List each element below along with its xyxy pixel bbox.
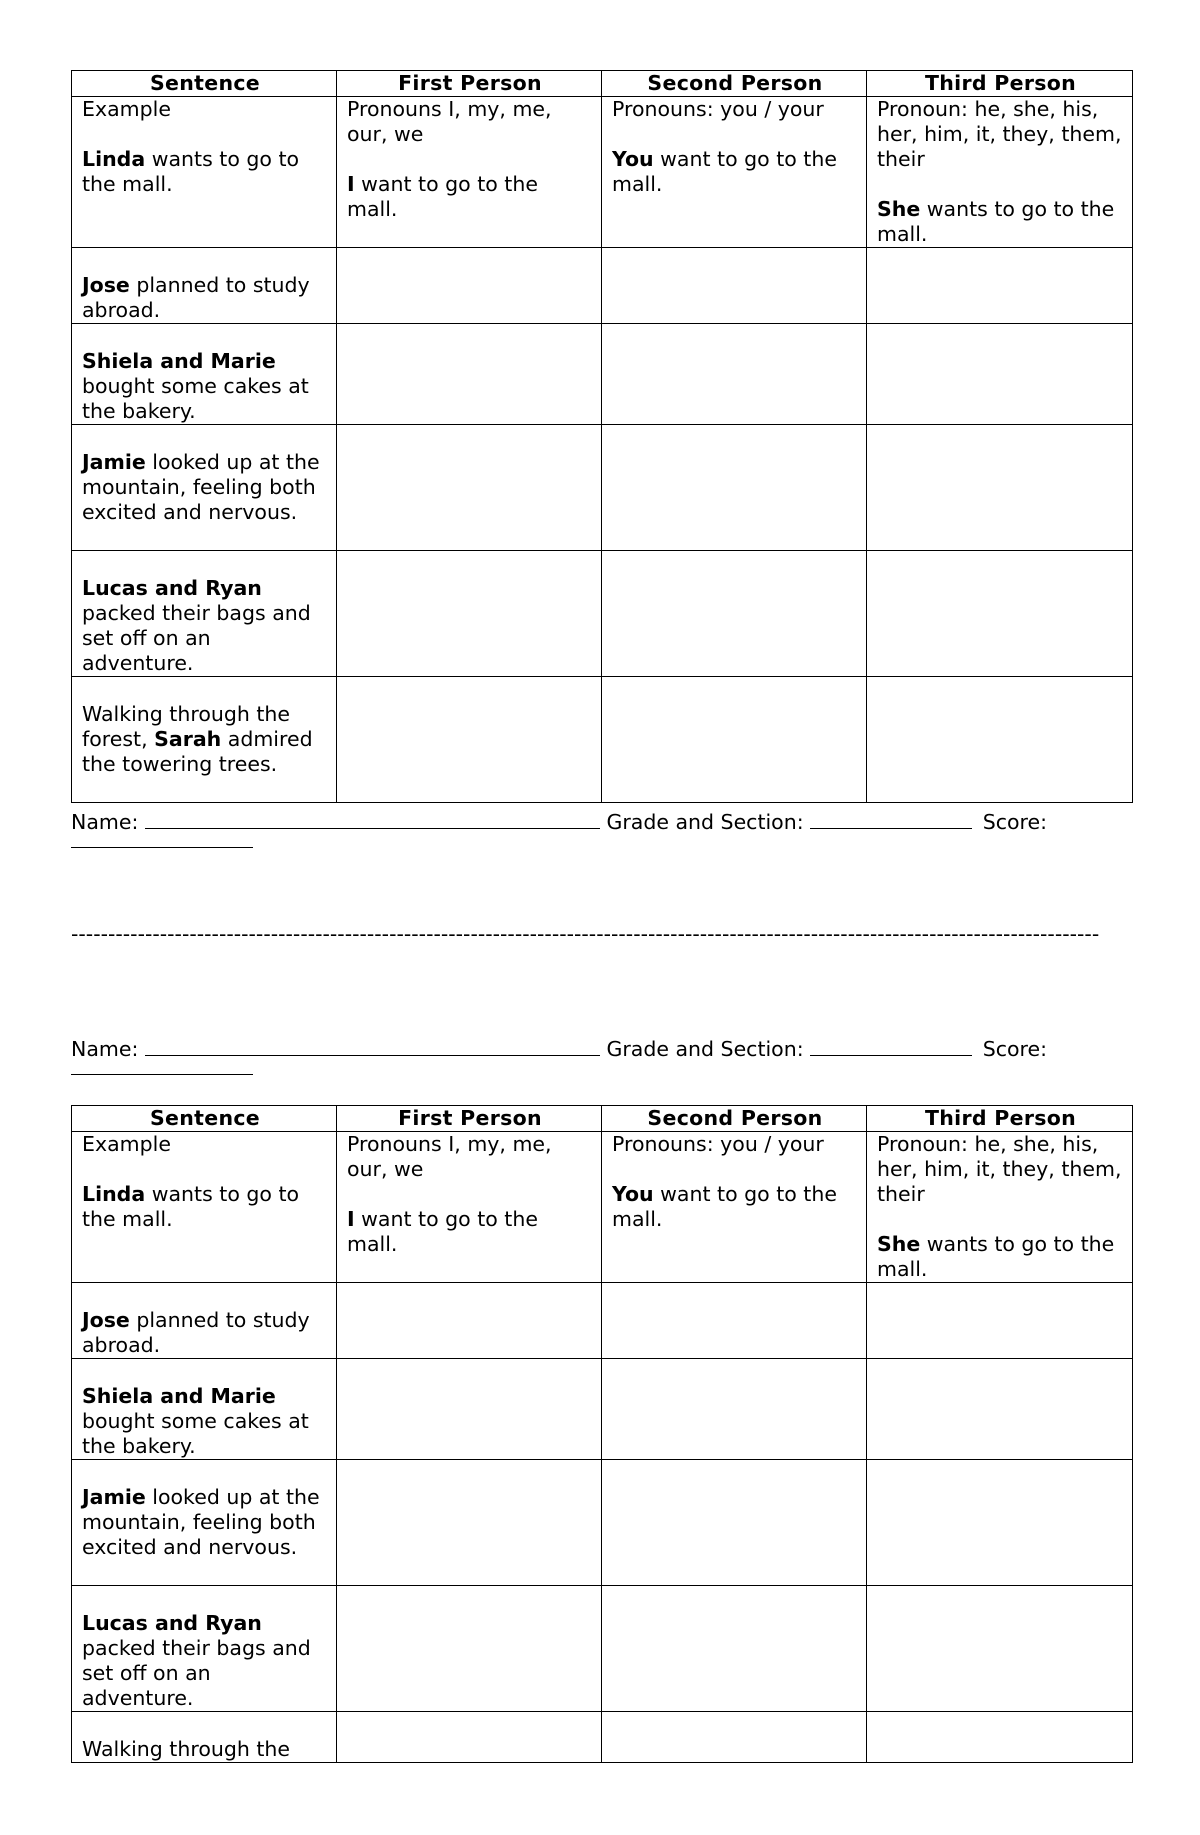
name-label: Name: xyxy=(71,810,139,834)
header-sentence: Sentence xyxy=(72,1106,337,1132)
second-person-answer[interactable] xyxy=(602,324,867,425)
second-person-answer[interactable] xyxy=(602,425,867,551)
third-person-answer[interactable] xyxy=(867,1586,1133,1712)
sentence-cell: Shiela and Marie bought some cakes at the bakery. xyxy=(72,324,337,425)
table-row xyxy=(72,677,1133,803)
first-person-answer[interactable] xyxy=(337,1586,602,1712)
second-person-answer[interactable] xyxy=(602,551,867,677)
second-pronouns: Pronouns: you / your xyxy=(612,97,824,121)
third-person-answer[interactable] xyxy=(867,677,1133,803)
header-first-person: First Person xyxy=(337,1106,602,1132)
third-example: She wants to go to the mall. xyxy=(877,197,1115,246)
third-person-answer[interactable] xyxy=(867,324,1133,425)
example-sentence-cell xyxy=(72,97,337,248)
third-example: She wants to go to the mall. xyxy=(877,1232,1115,1281)
example-subject: Linda xyxy=(82,147,146,171)
header-row xyxy=(72,71,1133,97)
sentence-cell: Shiela and Marie bought some cakes at the bakery. xyxy=(72,1359,337,1460)
table-row xyxy=(72,1712,1133,1763)
student-info-top xyxy=(71,808,1132,835)
first-example: I want to go to the mall. xyxy=(347,172,538,221)
example-sentence: Linda wants to go to the mall. xyxy=(82,147,300,196)
table-row xyxy=(72,425,1133,551)
second-person-answer[interactable] xyxy=(602,1712,867,1763)
example-first-cell xyxy=(337,97,602,248)
second-person-answer[interactable] xyxy=(602,677,867,803)
third-person-answer[interactable] xyxy=(867,1712,1133,1763)
student-info-bottom xyxy=(71,1035,1132,1062)
second-pronouns: Pronouns: you / your xyxy=(612,1132,824,1156)
cut-line: ------------------------------------------------------------------------------------------------------------------------------------------- xyxy=(71,922,1100,946)
first-person-answer[interactable] xyxy=(337,425,602,551)
third-pronouns: Pronoun: he, she, his, her, him, it, they, them, their xyxy=(877,97,1122,171)
grade-label: Grade and Section: xyxy=(606,1037,804,1061)
sentence-cell: Jose planned to study abroad. xyxy=(72,248,337,324)
table-row xyxy=(72,1460,1133,1586)
header-second-person: Second Person xyxy=(602,71,867,97)
second-person-answer[interactable] xyxy=(602,1283,867,1359)
third-person-answer[interactable] xyxy=(867,1359,1133,1460)
table-row xyxy=(72,324,1133,425)
score-field[interactable] xyxy=(71,1073,253,1075)
first-person-answer[interactable] xyxy=(337,248,602,324)
table-row xyxy=(72,551,1133,677)
first-pronouns: Pronouns I, my, me, our, we xyxy=(347,97,552,146)
name-label: Name: xyxy=(71,1037,139,1061)
second-example: You want to go to the mall. xyxy=(612,1182,837,1231)
header-third-person: Third Person xyxy=(867,71,1133,97)
example-sentence-cell xyxy=(72,1132,337,1283)
first-example: I want to go to the mall. xyxy=(347,1207,538,1256)
first-pronouns: Pronouns I, my, me, our, we xyxy=(347,1132,552,1181)
sentence-cell: Lucas and Ryan packed their bags and set off on an adventure. xyxy=(72,551,337,677)
table-row xyxy=(72,248,1133,324)
third-person-answer[interactable] xyxy=(867,1283,1133,1359)
first-person-answer[interactable] xyxy=(337,324,602,425)
sentence-cell: Walking through the forest, Sarah admired the towering trees. xyxy=(72,677,337,803)
first-person-answer[interactable] xyxy=(337,1712,602,1763)
header-row xyxy=(72,1106,1133,1132)
first-person-answer[interactable] xyxy=(337,677,602,803)
example-first-cell xyxy=(337,1132,602,1283)
second-person-answer[interactable] xyxy=(602,1359,867,1460)
grade-field[interactable] xyxy=(810,808,972,829)
example-label: Example xyxy=(82,1132,171,1156)
grade-field[interactable] xyxy=(810,1035,972,1056)
third-pronouns: Pronoun: he, she, his, her, him, it, they, them, their xyxy=(877,1132,1122,1206)
header-sentence: Sentence xyxy=(72,71,337,97)
header-third-person: Third Person xyxy=(867,1106,1133,1132)
second-example: You want to go to the mall. xyxy=(612,147,837,196)
table-row xyxy=(72,1359,1133,1460)
example-sentence: Linda wants to go to the mall. xyxy=(82,1182,300,1231)
third-person-answer[interactable] xyxy=(867,1460,1133,1586)
second-person-answer[interactable] xyxy=(602,248,867,324)
third-person-answer[interactable] xyxy=(867,425,1133,551)
first-person-answer[interactable] xyxy=(337,1283,602,1359)
example-third-cell xyxy=(867,97,1133,248)
name-field[interactable] xyxy=(145,808,600,829)
second-person-answer[interactable] xyxy=(602,1460,867,1586)
sentence-cell: Jamie looked up at the mountain, feeling both excited and nervous. xyxy=(72,425,337,551)
example-row xyxy=(72,97,1133,248)
example-label: Example xyxy=(82,97,171,121)
example-row xyxy=(72,1132,1133,1283)
first-person-answer[interactable] xyxy=(337,1359,602,1460)
sentence-cell: Jose planned to study abroad. xyxy=(72,1283,337,1359)
first-person-answer[interactable] xyxy=(337,1460,602,1586)
grade-label: Grade and Section: xyxy=(606,810,804,834)
worksheet-table-bottom xyxy=(71,1105,1133,1763)
header-second-person: Second Person xyxy=(602,1106,867,1132)
third-person-answer[interactable] xyxy=(867,248,1133,324)
third-person-answer[interactable] xyxy=(867,551,1133,677)
worksheet-table-top xyxy=(71,70,1133,803)
sentence-cell: Lucas and Ryan packed their bags and set off on an adventure. xyxy=(72,1586,337,1712)
header-first-person: First Person xyxy=(337,71,602,97)
second-person-answer[interactable] xyxy=(602,1586,867,1712)
table-row xyxy=(72,1586,1133,1712)
first-person-answer[interactable] xyxy=(337,551,602,677)
score-label: Score: xyxy=(982,1037,1048,1061)
example-subject: Linda xyxy=(82,1182,146,1206)
table-row xyxy=(72,1283,1133,1359)
sentence-cell: Walking through the xyxy=(72,1712,337,1763)
example-second-cell xyxy=(602,1132,867,1283)
score-label: Score: xyxy=(982,810,1048,834)
name-field[interactable] xyxy=(145,1035,600,1056)
sentence-cell: Jamie looked up at the mountain, feeling both excited and nervous. xyxy=(72,1460,337,1586)
example-second-cell xyxy=(602,97,867,248)
example-third-cell xyxy=(867,1132,1133,1283)
score-field[interactable] xyxy=(71,846,253,848)
